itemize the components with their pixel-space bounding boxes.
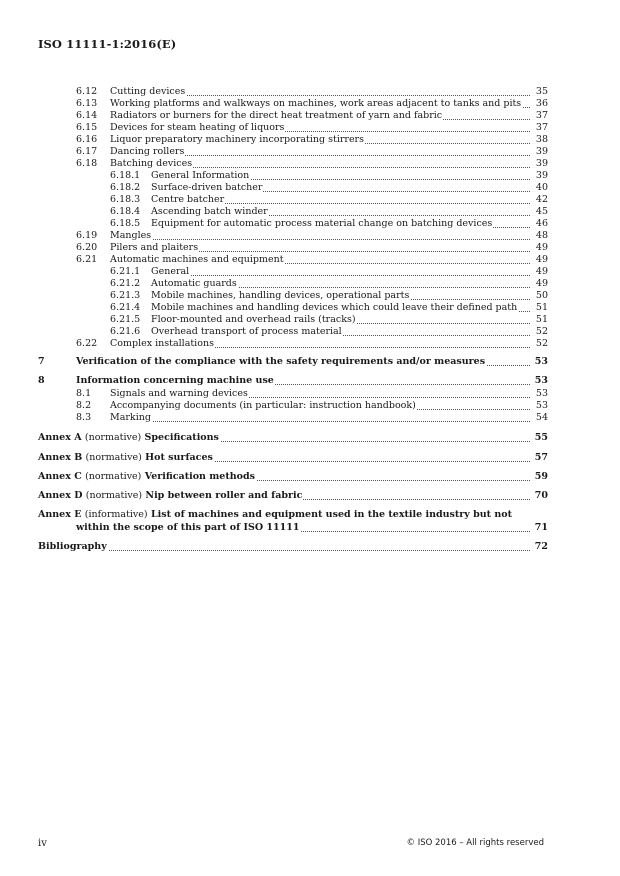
toc-entry[interactable]	[0, 218, 548, 230]
annex-entry-text	[38, 509, 513, 521]
annex-entry-text	[38, 490, 303, 502]
annex-entry-line1[interactable]	[0, 509, 548, 521]
toc-entry-number: 6.18.4	[110, 206, 141, 217]
copyright-notice: © ISO 2016 – All rights reserved	[406, 838, 544, 848]
toc-entry-page: 38	[535, 134, 548, 145]
toc-entry[interactable]	[0, 356, 548, 368]
annex-entry-text	[38, 471, 256, 483]
toc-entry-number: 6.16	[76, 134, 98, 145]
leader-dots	[38, 541, 530, 553]
toc-entry-page: 53	[534, 375, 548, 386]
annex-entry-line2[interactable]	[0, 522, 548, 534]
annex-label: Annex B	[38, 452, 83, 463]
toc-entry[interactable]	[0, 206, 548, 218]
toc-entry-number: 6.22	[76, 338, 98, 349]
toc-entry[interactable]	[0, 134, 548, 146]
toc-entry-number: 6.12	[76, 86, 98, 97]
toc-entry-number: 6.18.3	[110, 194, 141, 205]
annex-page: 55	[534, 432, 548, 443]
toc-entry-page: 39	[535, 146, 548, 157]
annex-label: Annex E	[38, 509, 82, 520]
annex-entry[interactable]	[0, 432, 548, 444]
toc-entry[interactable]	[0, 230, 548, 242]
toc-entry-number: 6.21.5	[110, 314, 141, 325]
annex-type: (normative)	[85, 471, 142, 482]
toc-entry-title: Dancing rollers	[110, 146, 185, 157]
toc-entry-page: 39	[535, 158, 548, 169]
toc-entry[interactable]	[0, 98, 548, 110]
toc-entry-page: 51	[535, 302, 548, 313]
toc-entry-page: 53	[535, 388, 548, 399]
toc-entry-title: Devices for steam heating of liquors	[110, 122, 285, 133]
annex-title: Hot surfaces	[145, 452, 213, 463]
leader-dots	[110, 412, 530, 424]
toc-entry-title: Accompanying documents (in particular: instruction handbook)	[110, 400, 416, 411]
annex-label: Annex C	[38, 471, 82, 482]
toc-entry-page: 49	[535, 254, 548, 265]
toc-entry-number: 6.18.1	[110, 170, 141, 181]
toc-entry[interactable]	[0, 146, 548, 158]
toc-entry-title: Mobile machines, handling devices, operational parts	[151, 290, 410, 301]
annex-entry[interactable]	[0, 452, 548, 464]
annex-page: 70	[534, 490, 548, 501]
annex-page: 71	[534, 522, 548, 533]
toc-entry-number: 6.13	[76, 98, 98, 109]
toc-entry-number: 6.20	[76, 242, 98, 253]
toc-entry-number: 7	[38, 356, 45, 367]
toc-entry[interactable]	[0, 388, 548, 400]
toc-entry-title: Centre batcher	[151, 194, 225, 205]
toc-entry-title: General Information	[151, 170, 250, 181]
toc-entry-page: 35	[535, 86, 548, 97]
toc-entry-title: Cutting devices	[110, 86, 186, 97]
toc-entry-number: 6.18.5	[110, 218, 141, 229]
toc-entry-page: 46	[535, 218, 548, 229]
annex-title: Nip between roller and fabric	[145, 490, 303, 501]
annex-type: (informative)	[84, 509, 148, 520]
annex-title: Specifications	[144, 432, 219, 443]
toc-entry-number: 8.2	[76, 400, 92, 411]
toc-entry-page: 49	[535, 242, 548, 253]
toc-entry-title: Working platforms and walkways on machines, work areas adjacent to tanks and pits	[110, 98, 522, 109]
toc-entry[interactable]	[0, 158, 548, 170]
annex-label: Annex A	[38, 432, 82, 443]
toc-entry-title: Signals and warning devices	[110, 388, 248, 399]
toc-entry-page: 50	[535, 290, 548, 301]
toc-entry-page: 42	[535, 194, 548, 205]
toc-entry-page: 48	[535, 230, 548, 241]
bibliography-title: Bibliography	[38, 541, 107, 552]
toc-entry-page: 53	[534, 356, 548, 367]
toc-entry-number: 6.21	[76, 254, 98, 265]
toc-entry-title: Batching devices	[110, 158, 193, 169]
toc-entry-page: 39	[535, 170, 548, 181]
toc-entry-title: Liquor preparatory machinery incorporating stirrers	[110, 134, 364, 145]
toc-entry[interactable]	[0, 400, 548, 412]
toc-entry-page: 54	[535, 412, 548, 423]
toc-entry-number: 6.17	[76, 146, 98, 157]
toc-entry-page: 51	[535, 314, 548, 325]
toc-entry[interactable]	[0, 302, 548, 314]
annex-entry[interactable]	[0, 471, 548, 483]
toc-entry-page: 36	[535, 98, 548, 109]
toc-entry[interactable]	[0, 254, 548, 266]
toc-entry-title: Radiators or burners for the direct heat treatment of yarn and fabric	[110, 110, 443, 121]
toc-entry[interactable]	[0, 86, 548, 98]
toc-entry-title: Equipment for automatic process material change on batching devices	[151, 218, 493, 229]
toc-entry-page: 53	[535, 400, 548, 411]
toc-entry[interactable]	[0, 170, 548, 182]
toc-entry-number: 6.15	[76, 122, 98, 133]
toc-entry[interactable]	[0, 375, 548, 387]
annex-title: Verification methods	[144, 471, 255, 482]
toc-entry-page: 37	[535, 122, 548, 133]
toc-entry-title: Automatic guards	[151, 278, 237, 289]
toc-entry[interactable]	[0, 122, 548, 134]
annex-page: 57	[534, 452, 548, 463]
toc-entry[interactable]	[0, 194, 548, 206]
toc-entry[interactable]	[0, 266, 548, 278]
toc-entry-number: 6.21.4	[110, 302, 141, 313]
toc-entry-number: 6.19	[76, 230, 98, 241]
toc-entry-title: Verification of the compliance with the safety requirements and/or measures	[76, 356, 486, 367]
annex-label: Annex D	[38, 490, 83, 501]
toc-entry-number: 6.18.2	[110, 182, 141, 193]
annex-type: (normative)	[85, 452, 142, 463]
annex-entry-text	[38, 432, 220, 444]
toc-entry[interactable]	[0, 326, 548, 338]
toc-entry[interactable]	[0, 182, 548, 194]
annex-type: (normative)	[84, 432, 142, 443]
toc-entry-page: 45	[535, 206, 548, 217]
toc-entry-number: 6.21.2	[110, 278, 141, 289]
toc-entry[interactable]	[0, 338, 548, 350]
toc-entry-title: Floor-mounted and overhead rails (tracks)	[151, 314, 356, 325]
toc-entry-number: 6.21.1	[110, 266, 141, 277]
annex-title: List of machines and equipment used in the textile industry but not	[150, 509, 512, 520]
toc-entry-page: 52	[535, 326, 548, 337]
toc-entry-title: Ascending batch winder	[151, 206, 268, 217]
toc-entry[interactable]	[0, 314, 548, 326]
bibliography-page: 72	[534, 541, 548, 552]
toc-entry-title: Marking	[110, 412, 151, 423]
annex-type: (normative)	[85, 490, 143, 501]
toc-entry-title: General	[151, 266, 190, 277]
toc-entry-title: Complex installations	[110, 338, 214, 349]
toc-entry-title: Mangles	[110, 230, 152, 241]
page-number: iv	[38, 838, 47, 849]
toc-entry-page: 49	[535, 266, 548, 277]
leader-dots	[151, 266, 530, 278]
toc-entry-number: 8.1	[76, 388, 92, 399]
toc-entry-number: 6.21.6	[110, 326, 141, 337]
toc-entry[interactable]	[0, 290, 548, 302]
toc-entry[interactable]	[0, 412, 548, 424]
annex-entry-text	[38, 452, 214, 464]
toc-entry-page: 40	[535, 182, 548, 193]
toc-entry[interactable]	[0, 278, 548, 290]
toc-entry-page: 52	[535, 338, 548, 349]
annex-title-continued: within the scope of this part of ISO 11111	[76, 522, 300, 533]
toc-entry[interactable]	[0, 110, 548, 122]
toc-entry-number: 6.21.3	[110, 290, 141, 301]
toc-entry-page: 37	[535, 110, 548, 121]
toc-entry-page: 49	[535, 278, 548, 289]
document-id-header: ISO 11111-1:2016(E)	[38, 37, 177, 51]
bibliography-entry[interactable]	[0, 541, 548, 553]
toc-entry-title: Surface-driven batcher	[151, 182, 263, 193]
toc-entry[interactable]	[0, 242, 548, 254]
annex-page: 59	[534, 471, 548, 482]
toc-entry-title: Information concerning machine use	[76, 375, 274, 386]
toc-entry-number: 6.18	[76, 158, 98, 169]
annex-entry[interactable]	[0, 490, 548, 502]
toc-entry-title: Pilers and plaiters	[110, 242, 199, 253]
toc-entry-title: Overhead transport of process material	[151, 326, 342, 337]
toc-entry-number: 6.14	[76, 110, 98, 121]
leader-dots	[110, 230, 530, 242]
toc-entry-number: 8	[38, 375, 45, 386]
toc-entry-number: 8.3	[76, 412, 92, 423]
toc-entry-title: Mobile machines and handling devices which could leave their defined path	[151, 302, 518, 313]
toc-entry-title: Automatic machines and equipment	[110, 254, 284, 265]
